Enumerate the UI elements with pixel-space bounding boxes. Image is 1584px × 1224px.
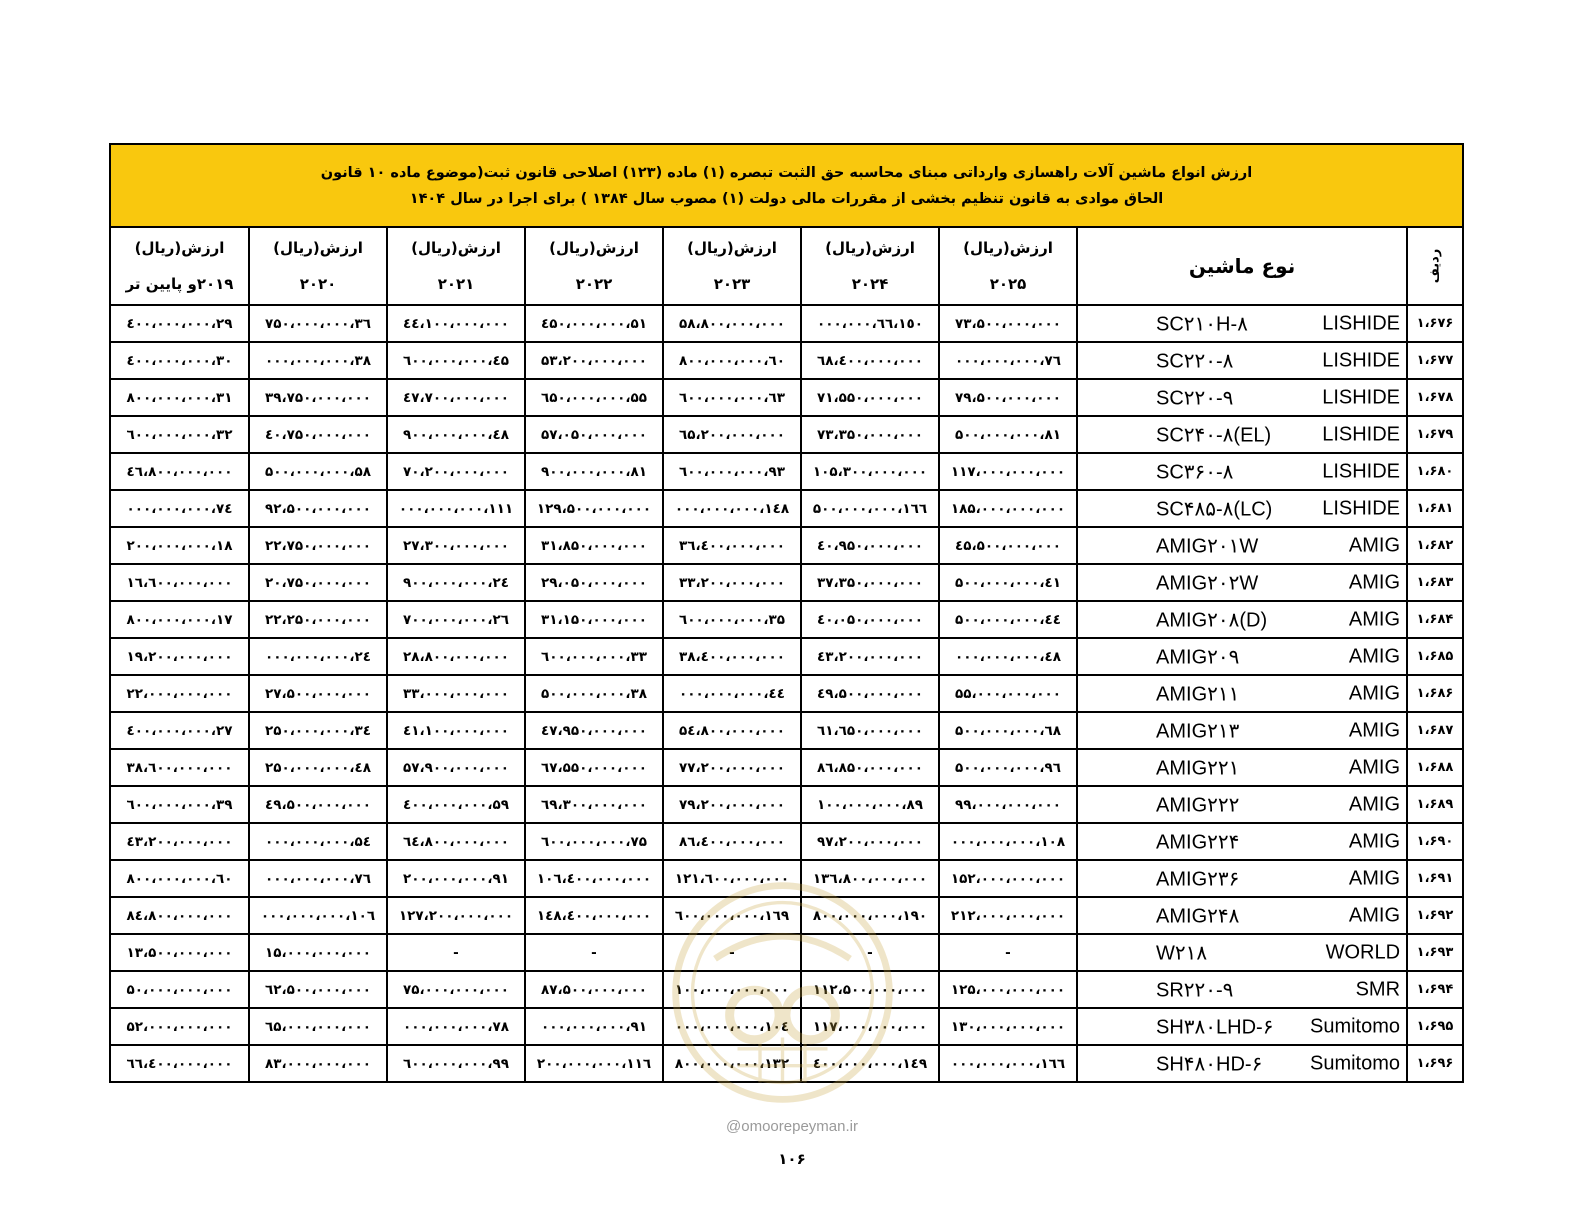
row-number: ۱،۶۷۶ [1407, 305, 1463, 342]
header-value-3 [525, 227, 663, 305]
machine-cell [1077, 379, 1407, 416]
table-row [110, 749, 1463, 786]
value-cell: ١۰٦،٤۰۰،۰۰۰،۰۰۰ [525, 860, 663, 897]
value-cell: ۷٦،۰۰۰،۰۰۰،۰۰۰ [939, 342, 1077, 379]
value-cell: ۳۳،٦۰۰،۰۰۰،۰۰۰ [525, 638, 663, 675]
value-cell: ١٦٦،۵۰۰،۰۰۰،۰۰۰ [801, 490, 939, 527]
machine-model: SC۲۴۰-۸(EL) [1156, 424, 1272, 446]
machine-cell [1077, 527, 1407, 564]
value-cell: ٤٨،۹۰۰،۰۰۰،۰۰۰ [387, 416, 525, 453]
machine-brand: AMIG [1348, 867, 1401, 889]
value-cell: ۲۷،٤۰۰،۰۰۰،۰۰۰ [110, 712, 249, 749]
value-cell: - [939, 934, 1077, 971]
value-cell: ١۰۰،۰۰۰،۰۰۰،۰۰۰ [663, 971, 801, 1008]
value-cell: ٤۹،۵۰۰،۰۰۰،۰۰۰ [801, 675, 939, 712]
header-machine-type: نوع ماشین [1077, 227, 1407, 305]
value-cell: ١٦۹،٦۰۰،۰۰۰،۰۰۰ [663, 897, 801, 934]
value-cell: ۳۹،۷۵۰،۰۰۰،۰۰۰ [249, 379, 387, 416]
value-cell: ٤٦،٨۰۰،۰۰۰،۰۰۰ [110, 453, 249, 490]
table-row [110, 342, 1463, 379]
header-value-label: ارزش(ریال) [134, 239, 225, 257]
value-cell: ۵۰،۰۰۰،۰۰۰،۰۰۰ [110, 971, 249, 1008]
value-cell: ۷۱،۵۵۰،۰۰۰،۰۰۰ [801, 379, 939, 416]
value-cell: ٦٨،٤۰۰،۰۰۰،۰۰۰ [801, 342, 939, 379]
table-row [110, 564, 1463, 601]
machine-cell [1077, 934, 1407, 971]
machine-cell [1077, 638, 1407, 675]
value-cell: ۵۱،٤۵۰،۰۰۰،۰۰۰ [525, 305, 663, 342]
table-row [110, 934, 1463, 971]
table-row [110, 971, 1463, 1008]
value-cell: ٨۷،۵۰۰،۰۰۰،۰۰۰ [525, 971, 663, 1008]
header-row [110, 227, 1463, 305]
value-cell: ٨۳،۰۰۰،۰۰۰،۰۰۰ [249, 1045, 387, 1082]
machine-model: SC۲۱۰H-۸ [1156, 313, 1248, 335]
value-cell: ۵۵،٦۵۰،۰۰۰،۰۰۰ [525, 379, 663, 416]
machine-model: AMIG۲۲۲ [1156, 794, 1240, 816]
value-cell: ٦۳،٦۰۰،۰۰۰،۰۰۰ [663, 379, 801, 416]
value-cell: ١۰٤،۰۰۰،۰۰۰،۰۰۰ [663, 1008, 801, 1045]
machine-cell [1077, 823, 1407, 860]
value-cell: ۵۷،۰۵۰،۰۰۰،۰۰۰ [525, 416, 663, 453]
value-cell: ۳٨،۵۰۰،۰۰۰،۰۰۰ [525, 675, 663, 712]
row-number: ۱،۶۸۶ [1407, 675, 1463, 712]
table-row [110, 638, 1463, 675]
value-cell: ٤۰،۹۵۰،۰۰۰،۰۰۰ [801, 527, 939, 564]
value-cell: ١۳۰،۰۰۰،۰۰۰،۰۰۰ [939, 1008, 1077, 1045]
value-cell: ١٦،٦۰۰،۰۰۰،۰۰۰ [110, 564, 249, 601]
value-cell: ۵۷،۹۰۰،۰۰۰،۰۰۰ [387, 749, 525, 786]
value-cell: ٦٨،۵۰۰،۰۰۰،۰۰۰ [939, 712, 1077, 749]
value-cell: ۵٨،۵۰۰،۰۰۰،۰۰۰ [249, 453, 387, 490]
value-cell: ۲۰،۷۵۰،۰۰۰،۰۰۰ [249, 564, 387, 601]
value-cell: ۳۷،۳۵۰،۰۰۰،۰۰۰ [801, 564, 939, 601]
header-value-6 [110, 227, 249, 305]
machine-cell [1077, 675, 1407, 712]
row-number: ۱،۶۸۹ [1407, 786, 1463, 823]
machine-model: SC۳۶۰-۸ [1156, 461, 1234, 483]
value-cell: ٤٤،۰۰۰،۰۰۰،۰۰۰ [663, 675, 801, 712]
value-cell: ١۵،۰۰۰،۰۰۰،۰۰۰ [249, 934, 387, 971]
value-cell: ١۰٨،۰۰۰،۰۰۰،۰۰۰ [939, 823, 1077, 860]
header-value-label: ارزش(ریال) [411, 239, 501, 257]
value-cell: ١١۷،۰۰۰،۰۰۰،۰۰۰ [801, 1008, 939, 1045]
value-cell: ٦٦،٤۰۰،۰۰۰،۰۰۰ [110, 1045, 249, 1082]
value-cell: ٦۰،٨۰۰،۰۰۰،۰۰۰ [663, 342, 801, 379]
value-cell: ۲۷،۳۰۰،۰۰۰،۰۰۰ [387, 527, 525, 564]
machine-brand: AMIG [1348, 904, 1401, 926]
value-cell: - [663, 934, 801, 971]
value-cell: ۷۰،۲۰۰،۰۰۰،۰۰۰ [387, 453, 525, 490]
value-cell: ۷٨،۰۰۰،۰۰۰،۰۰۰ [387, 1008, 525, 1045]
value-cell: ۲٦،۷۰۰،۰۰۰،۰۰۰ [387, 601, 525, 638]
machine-brand: LISHIDE [1322, 497, 1401, 519]
value-cell: ١٦٦،۰۰۰،۰۰۰،۰۰۰ [939, 1045, 1077, 1082]
machine-cell [1077, 971, 1407, 1008]
value-cell: ٦٤،٨۰۰،۰۰۰،۰۰۰ [387, 823, 525, 860]
table-row [110, 860, 1463, 897]
machine-brand: Sumitomo [1309, 1052, 1401, 1074]
value-cell: ۵۲،۰۰۰،۰۰۰،۰۰۰ [110, 1008, 249, 1045]
table-row [110, 786, 1463, 823]
header-value-label: ارزش(ریال) [825, 239, 915, 257]
table-row [110, 453, 1463, 490]
machine-cell [1077, 305, 1407, 342]
machine-brand: LISHIDE [1322, 312, 1401, 334]
value-cell: ٤٤،١۰۰،۰۰۰،۰۰۰ [387, 305, 525, 342]
value-cell: ٤۰،۰۵۰،۰۰۰،۰۰۰ [801, 601, 939, 638]
value-cell: ۲٨،٨۰۰،۰۰۰،۰۰۰ [387, 638, 525, 675]
value-cell: ٦۵،۰۰۰،۰۰۰،۰۰۰ [249, 1008, 387, 1045]
value-cell: ٤٤،۵۰۰،۰۰۰،۰۰۰ [939, 601, 1077, 638]
machine-brand: SMR [1355, 978, 1401, 1000]
machine-model: AMIG۲۲۱ [1156, 757, 1240, 779]
table-row [110, 823, 1463, 860]
value-cell: ٤٨،۲۵۰،۰۰۰،۰۰۰ [249, 749, 387, 786]
value-cell: ۹۷،۲۰۰،۰۰۰،۰۰۰ [801, 823, 939, 860]
value-cell: ١۰٦،۰۰۰،۰۰۰،۰۰۰ [249, 897, 387, 934]
value-cell: ١٨۵،۰۰۰،۰۰۰،۰۰۰ [939, 490, 1077, 527]
value-cell: - [525, 934, 663, 971]
header-value-0 [939, 227, 1077, 305]
row-number: ۱،۶۹۴ [1407, 971, 1463, 1008]
value-cell: ۹۹،٦۰۰،۰۰۰،۰۰۰ [387, 1045, 525, 1082]
value-cell: - [801, 934, 939, 971]
value-cell: ۲٤،۹۰۰،۰۰۰،۰۰۰ [387, 564, 525, 601]
header-value-label: ارزش(ریال) [273, 239, 363, 257]
value-cell: ۳۱،٨۰۰،۰۰۰،۰۰۰ [110, 379, 249, 416]
machine-model: SR۲۲۰-۹ [1156, 979, 1234, 1001]
machine-model: SC۲۲۰-۸ [1156, 350, 1234, 372]
machine-brand: AMIG [1348, 682, 1401, 704]
machine-cell [1077, 342, 1407, 379]
header-year: ۲۰۲۳ [713, 275, 751, 293]
machine-brand: AMIG [1348, 534, 1401, 556]
value-cell: ۵٤،٨۰۰،۰۰۰،۰۰۰ [663, 712, 801, 749]
value-cell: ۹۹،۰۰۰،۰۰۰،۰۰۰ [939, 786, 1077, 823]
machine-brand: LISHIDE [1322, 349, 1401, 371]
value-cell: ۳۳،۰۰۰،۰۰۰،۰۰۰ [387, 675, 525, 712]
machine-brand: AMIG [1348, 793, 1401, 815]
machine-model: AMIG۲۰۲W [1156, 572, 1259, 594]
machine-cell [1077, 897, 1407, 934]
table-row [110, 490, 1463, 527]
value-cell: ۳٨،٤۰۰،۰۰۰،۰۰۰ [663, 638, 801, 675]
machine-model: SH۴۸۰HD-۶ [1156, 1053, 1263, 1075]
value-cell: ١۲۷،۲۰۰،۰۰۰،۰۰۰ [387, 897, 525, 934]
machine-cell [1077, 564, 1407, 601]
value-cell: ٨١،۵۰۰،۰۰۰،۰۰۰ [939, 416, 1077, 453]
row-number: ۱،۶۸۱ [1407, 490, 1463, 527]
machinery-value-table [109, 143, 1464, 1083]
header-value-2 [663, 227, 801, 305]
machine-model: W۲۱۸ [1156, 942, 1208, 964]
value-cell: ۳۹،٦۰۰،۰۰۰،۰۰۰ [110, 786, 249, 823]
value-cell: ۲۲،۰۰۰،۰۰۰،۰۰۰ [110, 675, 249, 712]
machine-model: AMIG۲۰۹ [1156, 646, 1240, 668]
value-cell: ٨٦،٤۰۰،۰۰۰،۰۰۰ [663, 823, 801, 860]
value-cell: ١۵۲،۰۰۰،۰۰۰،۰۰۰ [939, 860, 1077, 897]
value-cell: ١۳۲،٨۰۰،۰۰۰،۰۰۰ [663, 1045, 801, 1082]
value-cell: ۷۳،۵۰۰،۰۰۰،۰۰۰ [939, 305, 1077, 342]
table-row [110, 1045, 1463, 1082]
value-cell: ۲۷،۵۰۰،۰۰۰،۰۰۰ [249, 675, 387, 712]
value-cell: ٦۰،٨۰۰،۰۰۰،۰۰۰ [110, 860, 249, 897]
value-cell: ١۹،۲۰۰،۰۰۰،۰۰۰ [110, 638, 249, 675]
row-number: ۱،۶۹۰ [1407, 823, 1463, 860]
machine-cell [1077, 453, 1407, 490]
value-cell: ۲۲،۲۵۰،۰۰۰،۰۰۰ [249, 601, 387, 638]
machine-model: SC۲۲۰-۹ [1156, 387, 1234, 409]
value-cell: ۵٤،۰۰۰،۰۰۰،۰۰۰ [249, 823, 387, 860]
machine-cell [1077, 601, 1407, 638]
row-number: ۱،۶۷۸ [1407, 379, 1463, 416]
value-cell: ۵۵،۰۰۰،۰۰۰،۰۰۰ [939, 675, 1077, 712]
table-row [110, 1008, 1463, 1045]
value-cell: ٦۵،۲۰۰،۰۰۰،۰۰۰ [663, 416, 801, 453]
row-number: ۱،۶۸۷ [1407, 712, 1463, 749]
header-value-label: ارزش(ریال) [549, 239, 639, 257]
value-cell: ۷٦،۰۰۰،۰۰۰،۰۰۰ [249, 860, 387, 897]
value-cell: ٤۳،۲۰۰،۰۰۰،۰۰۰ [801, 638, 939, 675]
value-cell: ٤١،١۰۰،۰۰۰،۰۰۰ [387, 712, 525, 749]
value-cell: ۷۷،۲۰۰،۰۰۰،۰۰۰ [663, 749, 801, 786]
table-row [110, 897, 1463, 934]
machine-brand: AMIG [1348, 608, 1401, 630]
machine-model: AMIG۲۴۸ [1156, 905, 1240, 927]
title-line-2: الحاق موادی به قانون تنظیم بخشی از مقررات مالی دولت (۱) مصوب سال ۱۳۸۴ ) برای اجرا در سال ۱۴۰۴ [409, 190, 1164, 207]
value-cell: ٤۵،٦۰۰،۰۰۰،۰۰۰ [387, 342, 525, 379]
row-number: ۱،۶۸۴ [1407, 601, 1463, 638]
value-cell: ١۲۹،۵۰۰،۰۰۰،۰۰۰ [525, 490, 663, 527]
machine-brand: Sumitomo [1309, 1015, 1401, 1037]
header-year: ۲۰۲۲ [575, 275, 613, 293]
row-number: ۱،۶۹۳ [1407, 934, 1463, 971]
header-value-1 [801, 227, 939, 305]
value-cell: ۳۲،٦۰۰،۰۰۰،۰۰۰ [110, 416, 249, 453]
value-cell: ۷۹،۵۰۰،۰۰۰،۰۰۰ [939, 379, 1077, 416]
value-cell: ١١۷،۰۰۰،۰۰۰،۰۰۰ [939, 453, 1077, 490]
value-cell: ٤۳،۲۰۰،۰۰۰،۰۰۰ [110, 823, 249, 860]
header-value-label: ارزش(ریال) [687, 239, 777, 257]
row-number: ۱،۶۹۶ [1407, 1045, 1463, 1082]
row-number: ۱،۶۸۳ [1407, 564, 1463, 601]
machine-model: AMIG۲۱۱ [1156, 683, 1240, 705]
value-cell: ۹١،۲۰۰،۰۰۰،۰۰۰ [387, 860, 525, 897]
value-cell: ۷۳،۳۵۰،۰۰۰،۰۰۰ [801, 416, 939, 453]
machine-model: AMIG۲۱۳ [1156, 720, 1240, 742]
value-cell: ۹١،۰۰۰،۰۰۰،۰۰۰ [525, 1008, 663, 1045]
header-year: ۲۰۲۱ [437, 275, 475, 293]
value-cell: ۹۳،٦۰۰،۰۰۰،۰۰۰ [663, 453, 801, 490]
title-line-1: ارزش انواع ماشین آلات راهسازی وارداتی مبنای محاسبه حق الثبت تبصره (۱) ماده (۱۲۳) اصلاحی قانون ثبت(موضوع ماده ۱۰ قانون [320, 164, 1253, 181]
table-title [110, 144, 1463, 227]
value-cell: ۲۹،۰۵۰،۰۰۰،۰۰۰ [525, 564, 663, 601]
value-cell: ١١۲،۵۰۰،۰۰۰،۰۰۰ [801, 971, 939, 1008]
header-year: ۲۰۲۴ [851, 275, 889, 293]
row-number: ۱،۶۹۱ [1407, 860, 1463, 897]
table-row [110, 675, 1463, 712]
value-cell: ۵۸،۸۰۰،۰۰۰،۰۰۰ [663, 305, 801, 342]
table-row [110, 305, 1463, 342]
machine-brand: WORLD [1325, 941, 1401, 963]
machine-cell [1077, 749, 1407, 786]
machine-cell [1077, 490, 1407, 527]
header-value-label: ارزش(ریال) [963, 239, 1053, 257]
value-cell: ٤۵،۵۰۰،۰۰۰،۰۰۰ [939, 527, 1077, 564]
value-cell: ۳٨،۰۰۰،۰۰۰،۰۰۰ [249, 342, 387, 379]
page-number: ۱۰۶ [778, 1150, 806, 1168]
value-cell: ٤١،۵۰۰،۰۰۰،۰۰۰ [939, 564, 1077, 601]
value-cell: ۳٦،۷۵۰،۰۰۰،۰۰۰ [249, 305, 387, 342]
table-row [110, 416, 1463, 453]
value-cell: ١۲۵،۰۰۰،۰۰۰،۰۰۰ [939, 971, 1077, 1008]
machine-cell [1077, 1045, 1407, 1082]
row-number: ۱،۶۷۹ [1407, 416, 1463, 453]
machine-model: SC۴۸۵-۸(LC) [1156, 498, 1273, 520]
table-row [110, 601, 1463, 638]
machine-brand: AMIG [1348, 571, 1401, 593]
value-cell: ۷۵،۰۰۰،۰۰۰،۰۰۰ [387, 971, 525, 1008]
machine-brand: LISHIDE [1322, 386, 1401, 408]
value-cell: ٤۷،۹۵۰،۰۰۰،۰۰۰ [525, 712, 663, 749]
value-cell: ٨۹،١۰۰،۰۰۰،۰۰۰ [801, 786, 939, 823]
value-cell: ١١١،۰۰۰،۰۰۰،۰۰۰ [387, 490, 525, 527]
header-value-4 [387, 227, 525, 305]
value-cell: ١٤٨،۰۰۰،۰۰۰،۰۰۰ [663, 490, 801, 527]
value-cell: ۲٤،۰۰۰،۰۰۰،۰۰۰ [249, 638, 387, 675]
value-cell: ٤٨،۰۰۰،۰۰۰،۰۰۰ [939, 638, 1077, 675]
row-number: ۱،۶۸۲ [1407, 527, 1463, 564]
value-cell: ١۲١،٦۰۰،۰۰۰،۰۰۰ [663, 860, 801, 897]
value-cell: ٦۲،۵۰۰،۰۰۰،۰۰۰ [249, 971, 387, 1008]
value-cell: ١٤٨،٤۰۰،۰۰۰،۰۰۰ [525, 897, 663, 934]
machine-brand: LISHIDE [1322, 423, 1401, 445]
machine-cell [1077, 860, 1407, 897]
value-cell: ۵۳،۲۰۰،۰۰۰،۰۰۰ [525, 342, 663, 379]
row-number: ۱،۶۸۵ [1407, 638, 1463, 675]
value-cell: ١۹۰،٨۰۰،۰۰۰،۰۰۰ [801, 897, 939, 934]
machine-model: AMIG۲۰۸(D) [1156, 609, 1268, 631]
machine-cell [1077, 1008, 1407, 1045]
title-row [110, 144, 1463, 227]
machine-model: AMIG۲۳۶ [1156, 868, 1240, 890]
machine-model: AMIG۲۰۱W [1156, 535, 1259, 557]
value-cell: ١١٦،۲۰۰،۰۰۰،۰۰۰ [525, 1045, 663, 1082]
machine-brand: AMIG [1348, 756, 1401, 778]
value-cell: ۲١۲،۰۰۰،۰۰۰،۰۰۰ [939, 897, 1077, 934]
value-cell: ٦۹،۳۰۰،۰۰۰،۰۰۰ [525, 786, 663, 823]
value-cell: ١۳،۵۰۰،۰۰۰،۰۰۰ [110, 934, 249, 971]
value-cell: ۳۵،٦۰۰،۰۰۰،۰۰۰ [663, 601, 801, 638]
header-row-number: ردیف [1407, 227, 1463, 305]
value-cell: ۳١،٨۵۰،۰۰۰،۰۰۰ [525, 527, 663, 564]
value-cell: ٤۰،۷۵۰،۰۰۰،۰۰۰ [249, 416, 387, 453]
value-cell: ٦٦،١٥٠،۰۰۰،۰۰۰ [801, 305, 939, 342]
machine-brand: AMIG [1348, 645, 1401, 667]
value-cell: ١٨،۲۰۰،۰۰۰،۰۰۰ [110, 527, 249, 564]
machine-brand: AMIG [1348, 719, 1401, 741]
value-cell: ٨١،۹۰۰،۰۰۰،۰۰۰ [525, 453, 663, 490]
value-cell: ۲۲،۷۵۰،۰۰۰،۰۰۰ [249, 527, 387, 564]
value-cell: ۳٦،٤۰۰،۰۰۰،۰۰۰ [663, 527, 801, 564]
table-row [110, 712, 1463, 749]
machine-brand: AMIG [1348, 830, 1401, 852]
value-cell: ٦۷،۵۵۰،۰۰۰،۰۰۰ [525, 749, 663, 786]
machine-cell [1077, 712, 1407, 749]
value-cell: ۵۹،٤۰۰،۰۰۰،۰۰۰ [387, 786, 525, 823]
value-cell: ۹٦،۵۰۰،۰۰۰،۰۰۰ [939, 749, 1077, 786]
value-cell: ۳۳،۲۰۰،۰۰۰،۰۰۰ [663, 564, 801, 601]
value-cell: ١٤۹،٤۰۰،۰۰۰،۰۰۰ [801, 1045, 939, 1082]
row-number: ۱،۶۷۷ [1407, 342, 1463, 379]
header-year: ۲۰۲۰ [299, 275, 337, 293]
value-cell: ۲۹،٤۰۰،۰۰۰،۰۰۰ [110, 305, 249, 342]
value-cell: ۷٤،۰۰۰،۰۰۰،۰۰۰ [110, 490, 249, 527]
row-number: ۱،۶۹۵ [1407, 1008, 1463, 1045]
value-cell: ۳۰،٤۰۰،۰۰۰،۰۰۰ [110, 342, 249, 379]
header-year: ۲۰۱۹و پایین تر [125, 275, 234, 293]
machine-brand: LISHIDE [1322, 460, 1401, 482]
value-cell: ٨٤،٨۰۰،۰۰۰،۰۰۰ [110, 897, 249, 934]
row-number: ۱،۶۸۸ [1407, 749, 1463, 786]
value-cell: ۷۹،۲۰۰،۰۰۰،۰۰۰ [663, 786, 801, 823]
value-cell: ۳٤،۲۵۰،۰۰۰،۰۰۰ [249, 712, 387, 749]
row-number: ۱،۶۸۰ [1407, 453, 1463, 490]
value-cell: ۹۲،۵۰۰،۰۰۰،۰۰۰ [249, 490, 387, 527]
value-cell: ٦١،٦۵۰،۰۰۰،۰۰۰ [801, 712, 939, 749]
table-row [110, 379, 1463, 416]
value-cell: ١۳٦،٨۰۰،۰۰۰،۰۰۰ [801, 860, 939, 897]
value-cell: ۳٨،٦۰۰،۰۰۰،۰۰۰ [110, 749, 249, 786]
header-value-5 [249, 227, 387, 305]
value-cell: ١۷،٨۰۰،۰۰۰،۰۰۰ [110, 601, 249, 638]
value-cell: - [387, 934, 525, 971]
value-cell: ۷۵،٦۰۰،۰۰۰،۰۰۰ [525, 823, 663, 860]
value-cell: ١۰۵،۳۰۰،۰۰۰،۰۰۰ [801, 453, 939, 490]
value-cell: ٨٦،٨۵۰،۰۰۰،۰۰۰ [801, 749, 939, 786]
machine-model: SH۳۸۰LHD-۶ [1156, 1016, 1274, 1038]
website-footer: @omoorepeyman.ir [726, 1118, 858, 1135]
header-year: ۲۰۲۵ [989, 275, 1027, 293]
machine-model: AMIG۲۲۴ [1156, 831, 1240, 853]
value-cell: ٤۹،۵۰۰،۰۰۰،۰۰۰ [249, 786, 387, 823]
machine-cell [1077, 416, 1407, 453]
value-cell: ٤۷،۷۰۰،۰۰۰،۰۰۰ [387, 379, 525, 416]
machine-cell [1077, 786, 1407, 823]
table-row [110, 527, 1463, 564]
value-cell: ۳١،١۵۰،۰۰۰،۰۰۰ [525, 601, 663, 638]
row-number: ۱،۶۹۲ [1407, 897, 1463, 934]
